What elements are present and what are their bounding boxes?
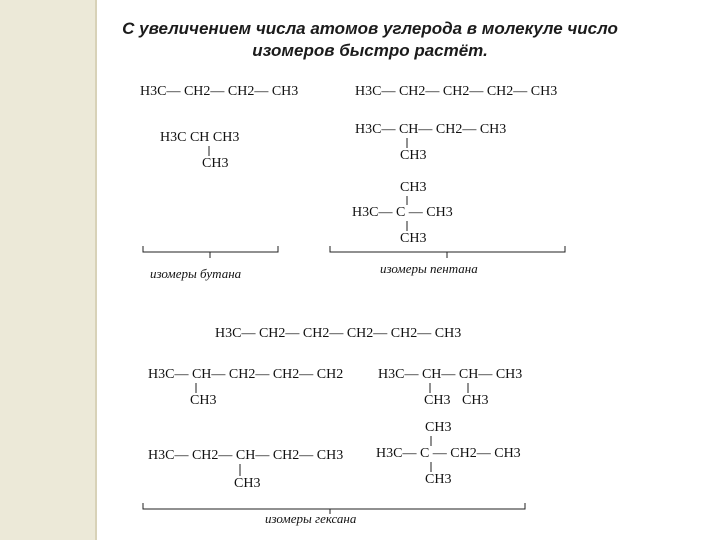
hexane-2-2-dimethyl-bottom: CH3 <box>425 472 452 487</box>
slide-title: С увеличением числа атомов углерода в молекуле число изомеров быстро растёт. <box>122 19 618 60</box>
pentane-neo-top-methyl: CH3 <box>400 180 427 195</box>
butane-formula-linear: H3C— CH2— CH2— CH3 <box>140 84 299 99</box>
hexane-formula-3-methyl: H3C— CH2— CH— CH2— CH3 <box>148 448 344 463</box>
butane-brace <box>143 246 278 258</box>
pentane-formula-branched: H3C— CH— CH2— CH3 <box>355 122 507 137</box>
butane-isomers-caption: изомеры бутана <box>150 266 242 281</box>
pentane-formula-neo: H3C— C — CH3 <box>352 205 453 220</box>
hexane-dimethyl-branch-2: CH3 <box>462 393 489 408</box>
hexane-formula-2-2-dimethyl: H3C— C — CH2— CH3 <box>376 446 521 461</box>
hexane-2-methyl-branch: CH3 <box>190 393 217 408</box>
hexane-brace <box>143 503 525 514</box>
hexane-dimethyl-branch-1: CH3 <box>424 393 451 408</box>
hexane-2-2-dimethyl-top: CH3 <box>425 420 452 435</box>
hexane-isomers-caption: изомеры гексана <box>265 511 357 526</box>
pentane-isomers-caption: изомеры пентана <box>380 261 478 276</box>
hexane-formula-linear: H3C— CH2— CH2— CH2— CH2— CH3 <box>215 326 462 341</box>
hexane-formula-2-3-dimethyl: H3C— CH— CH— CH3 <box>378 367 523 382</box>
pentane-brace <box>330 246 565 258</box>
butane-branch-methyl: CH3 <box>202 156 229 171</box>
hexane-3-methyl-branch: CH3 <box>234 476 261 491</box>
pentane-neo-bottom-methyl: CH3 <box>400 231 427 246</box>
pentane-formula-linear: H3C— CH2— CH2— CH2— CH3 <box>355 84 558 99</box>
butane-formula-branched: H3C CH CH3 <box>160 130 240 145</box>
hexane-formula-2-methyl: H3C— CH— CH2— CH2— CH2 <box>148 367 344 382</box>
pentane-branch-methyl: CH3 <box>400 148 427 163</box>
